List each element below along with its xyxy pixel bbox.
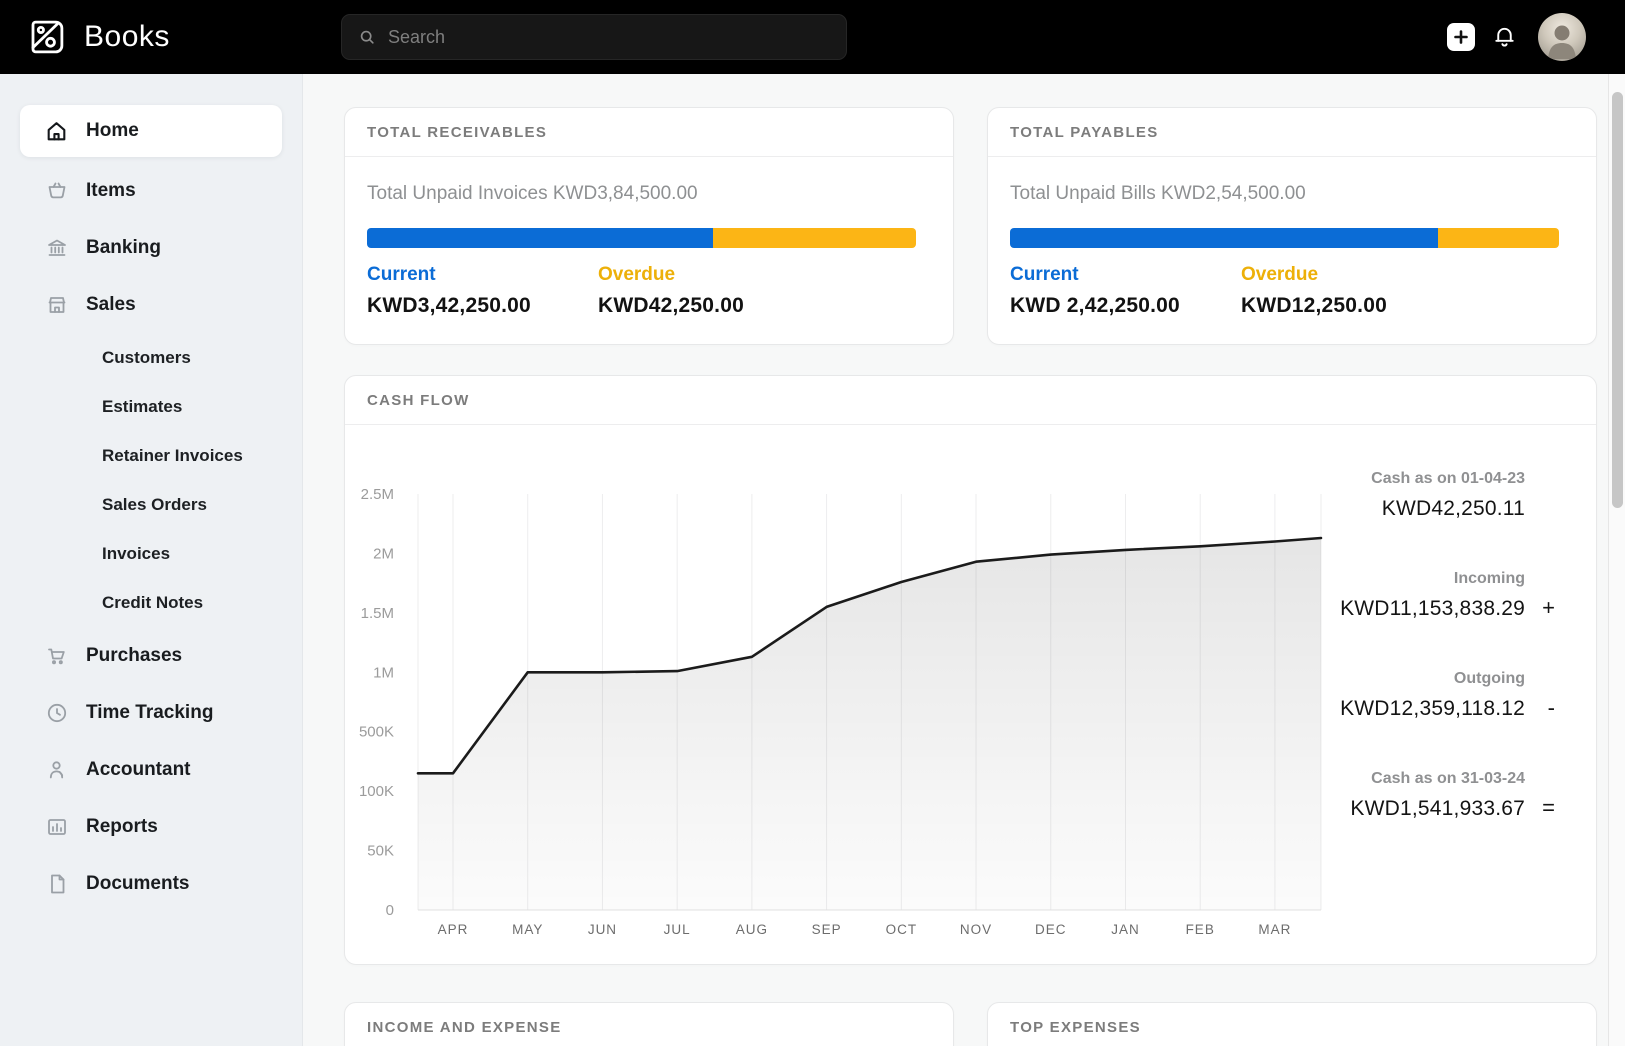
svg-text:JUL: JUL [663, 922, 691, 937]
user-avatar[interactable] [1538, 13, 1586, 61]
receivables-overdue-label: Overdue [598, 264, 676, 285]
receivables-progress-bar [367, 228, 916, 248]
svg-text:0: 0 [385, 902, 394, 919]
stat-operator: - [1547, 695, 1555, 720]
total-receivables-card [344, 107, 954, 345]
storefront-icon [44, 292, 69, 317]
payables-bar-overdue [1438, 228, 1559, 248]
sidebar-item-customers[interactable]: Customers [102, 347, 191, 367]
clock-icon [44, 700, 69, 725]
payables-bar-current [1010, 228, 1438, 248]
receivables-bar-current [367, 228, 713, 248]
receivables-current-label: Current [367, 264, 436, 285]
payables-subtitle: Total Unpaid Bills KWD2,54,500.00 [1010, 183, 1306, 204]
stat-operator: = [1542, 795, 1555, 820]
receivables-card-title: TOTAL RECEIVABLES [345, 108, 953, 157]
cash-flow-card [344, 375, 1597, 965]
svg-text:MAY: MAY [512, 922, 544, 937]
sidebar-item-items[interactable]: Items [0, 162, 302, 219]
stat-operator: + [1542, 595, 1555, 620]
svg-text:100K: 100K [358, 783, 394, 801]
sidebar-item-documents[interactable]: Documents [0, 855, 302, 912]
sidebar-item-estimates[interactable]: Estimates [102, 396, 183, 416]
sidebar-item-retainer-invoices[interactable]: Retainer Invoices [102, 445, 243, 465]
sidebar-item-banking[interactable]: Banking [0, 219, 302, 276]
bank-icon [44, 235, 69, 260]
svg-text:2.5M: 2.5M [360, 486, 394, 503]
app-name: Books [84, 20, 170, 53]
svg-text:SEP: SEP [811, 922, 842, 937]
svg-text:APR: APR [437, 922, 469, 937]
topbar [0, 0, 1625, 74]
sidebar-item-sales-orders[interactable]: Sales Orders [102, 494, 207, 514]
payables-current-label: Current [1010, 264, 1079, 285]
books-logo-icon [26, 16, 68, 58]
search-input[interactable] [388, 27, 831, 48]
svg-text:50K: 50K [367, 842, 394, 860]
sidebar-item-reports[interactable]: Reports [0, 798, 302, 855]
payables-card-title: TOTAL PAYABLES [988, 108, 1596, 157]
sidebar-item-accountant[interactable]: Accountant [0, 741, 302, 798]
payables-progress-bar [1010, 228, 1559, 248]
person-icon [44, 757, 69, 782]
sidebar-item-invoices[interactable]: Invoices [102, 543, 171, 563]
payables-current-value: KWD 2,42,250.00 [1010, 294, 1180, 317]
sidebar-item-time-tracking[interactable]: Time Tracking [0, 684, 302, 741]
payables-overdue-label: Overdue [1241, 264, 1319, 285]
svg-text:500K: 500K [358, 723, 394, 741]
svg-text:JAN: JAN [1111, 922, 1140, 937]
receivables-bar-overdue [713, 228, 916, 248]
sidebar [0, 74, 303, 1046]
svg-text:1M: 1M [373, 664, 394, 682]
top-expenses-card-title: TOP EXPENSES [988, 1003, 1596, 1046]
svg-text:MAR: MAR [1258, 922, 1292, 937]
page-scrollbar-thumb[interactable] [1612, 92, 1623, 508]
svg-text:JUN: JUN [587, 922, 618, 937]
cashflow-stats-panel [1235, 470, 1555, 870]
sidebar-item-home[interactable]: Home [20, 105, 282, 157]
receivables-subtitle: Total Unpaid Invoices KWD3,84,500.00 [367, 183, 698, 204]
svg-text:2M: 2M [373, 545, 394, 563]
page-scrollbar-track[interactable] [1608, 74, 1625, 1046]
stat-label: Outgoing [1453, 670, 1525, 687]
bar-chart-icon [44, 814, 69, 839]
document-icon [44, 871, 69, 896]
svg-text:1.5M: 1.5M [360, 604, 394, 622]
svg-text:OCT: OCT [885, 922, 918, 937]
cart-icon [44, 643, 69, 668]
sidebar-item-purchases[interactable]: Purchases [0, 627, 302, 684]
stat-value: KWD11,153,838.29 [1340, 597, 1525, 620]
svg-text:NOV: NOV [959, 922, 993, 937]
search-icon [357, 27, 377, 47]
cash-flow-card-title: CASH FLOW [345, 376, 1596, 425]
receivables-current-value: KWD3,42,250.00 [367, 294, 531, 317]
total-payables-card [987, 107, 1597, 345]
sidebar-item-sales[interactable]: Sales [0, 276, 302, 333]
svg-text:DEC: DEC [1035, 922, 1067, 937]
basket-icon [44, 178, 69, 203]
stat-label: Cash as on 31-03-24 [1371, 770, 1525, 787]
stat-value: KWD42,250.11 [1381, 497, 1525, 520]
app-logo[interactable] [26, 16, 170, 58]
top-expenses-card [987, 1002, 1597, 1046]
svg-text:AUG: AUG [735, 922, 769, 937]
income-expense-card-title: INCOME AND EXPENSE [345, 1003, 953, 1046]
income-expense-card [344, 1002, 954, 1046]
notifications-bell-icon[interactable] [1492, 24, 1517, 49]
stat-value: KWD12,359,118.12 [1340, 697, 1525, 720]
stat-value: KWD1,541,933.67 [1350, 797, 1525, 820]
search-box[interactable] [341, 14, 847, 60]
svg-text:FEB: FEB [1185, 922, 1215, 937]
receivables-overdue-value: KWD42,250.00 [598, 294, 744, 317]
payables-overdue-value: KWD12,250.00 [1241, 294, 1387, 317]
stat-label: Incoming [1453, 570, 1525, 587]
home-icon [44, 119, 69, 144]
quick-create-button[interactable] [1447, 23, 1475, 51]
sidebar-item-credit-notes[interactable]: Credit Notes [102, 592, 204, 612]
stat-label: Cash as on 01-04-23 [1371, 470, 1525, 487]
